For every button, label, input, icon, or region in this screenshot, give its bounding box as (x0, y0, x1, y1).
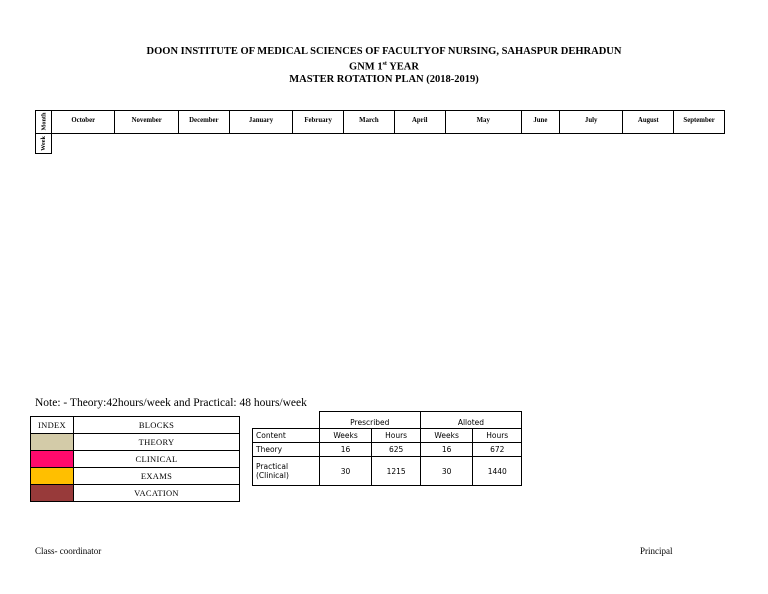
practical-prescribed-hours: 1215 (372, 457, 420, 486)
index-row-theory (31, 434, 240, 451)
row-label-week (35, 134, 52, 154)
theory-label: THEORY (74, 434, 240, 451)
index-header-label: INDEX (31, 417, 74, 434)
vacation-label: VACATION (74, 485, 240, 502)
hours-note: Note: - Theory:42hours/week and Practical: 48 hours/week (35, 397, 307, 409)
course-title: GNM 1st YEAR (349, 61, 419, 73)
month-cell: January (230, 110, 293, 134)
index-table (30, 416, 240, 502)
theory-row-label: Theory (253, 443, 320, 457)
practical-prescribed-weeks: 30 (319, 457, 372, 486)
principal-signature: Principal (640, 546, 673, 556)
prescribed-header: Prescribed (319, 412, 420, 429)
plan-title: MASTER ROTATION PLAN (2018-2019) (289, 73, 479, 85)
exams-swatch (31, 468, 74, 485)
month-cell: June (522, 110, 560, 134)
summary-column-row (253, 429, 522, 443)
prescribed-hours-header: Hours (372, 429, 420, 443)
month-cell: December (179, 110, 230, 134)
theory-alloted-hours: 672 (473, 443, 522, 457)
summary-row-theory (253, 443, 522, 457)
hours-summary-table (252, 411, 522, 486)
month-cell: November (115, 110, 178, 134)
index-row-vacation (31, 485, 240, 502)
row-label-text: Month (40, 112, 48, 131)
row-label-text: Week (40, 136, 47, 151)
institute-title: DOON INSTITUTE OF MEDICAL SCIENCES OF FACULTYOF NURSING, SAHASPUR DEHRADUN (146, 46, 622, 57)
document-header (0, 46, 768, 86)
month-cell: April (395, 110, 446, 134)
practical-alloted-hours: 1440 (473, 457, 522, 486)
alloted-header: Alloted (420, 412, 521, 429)
row-label-month (35, 110, 52, 134)
vacation-swatch (31, 485, 74, 502)
month-cell: September (674, 110, 725, 134)
blocks-header-label: BLOCKS (74, 417, 240, 434)
month-cell: May (446, 110, 522, 134)
clinical-label: CLINICAL (74, 451, 240, 468)
rotation-plan-grid (35, 110, 725, 386)
alloted-hours-header: Hours (473, 429, 522, 443)
month-cell: October (52, 110, 115, 134)
theory-prescribed-hours: 625 (372, 443, 420, 457)
practical-alloted-weeks: 30 (420, 457, 473, 486)
class-coordinator-signature: Class- coordinator (35, 546, 102, 556)
alloted-weeks-header: Weeks (420, 429, 473, 443)
practical-row-label: Practical (Clinical) (253, 457, 320, 486)
month-cell: August (623, 110, 674, 134)
prescribed-weeks-header: Weeks (319, 429, 372, 443)
theory-swatch (31, 434, 74, 451)
summary-group-row (253, 412, 522, 429)
summary-row-practical (253, 457, 522, 486)
theory-alloted-weeks: 16 (420, 443, 473, 457)
theory-prescribed-weeks: 16 (319, 443, 372, 457)
exams-label: EXAMS (74, 468, 240, 485)
index-row-exams (31, 468, 240, 485)
index-row-clinical (31, 451, 240, 468)
index-header-row (31, 417, 240, 434)
clinical-swatch (31, 451, 74, 468)
month-cell: March (344, 110, 395, 134)
month-cell: July (560, 110, 623, 134)
content-header: Content (253, 429, 320, 443)
month-cell: February (293, 110, 344, 134)
